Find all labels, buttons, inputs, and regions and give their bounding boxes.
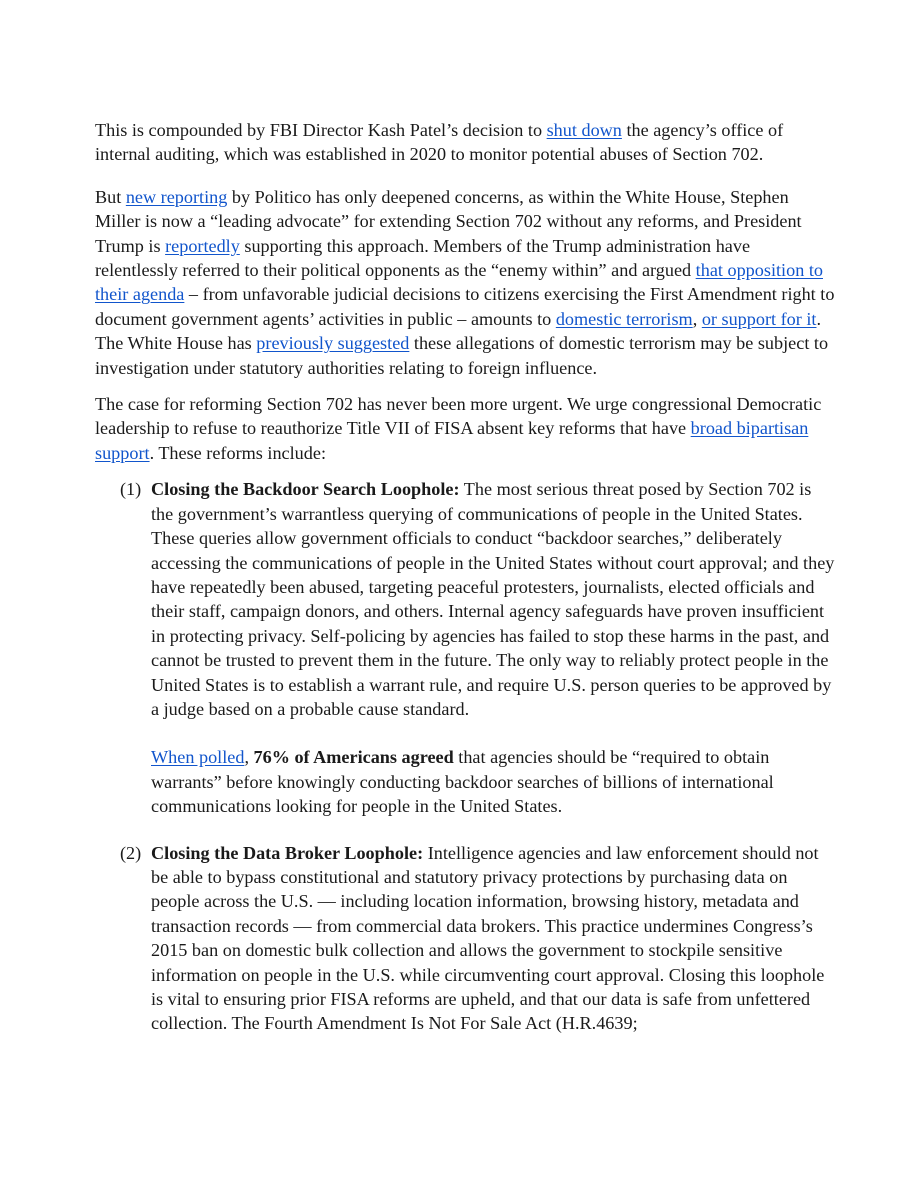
text: that agencies should be “required to obtain warrants” before knowingly conducting backdoor searches of billions of international communications looking for people in the United States. (151, 747, 774, 817)
text: , (244, 747, 254, 768)
link-opposition-agenda[interactable]: that opposition to their agenda (95, 260, 823, 305)
text: . These reforms include: (149, 442, 326, 463)
list-item-heading: Closing the Backdoor Search Loophole: (151, 479, 460, 500)
link-new-reporting[interactable]: new reporting (125, 186, 228, 207)
list-item-backdoor-search (95, 477, 835, 818)
text: The most serious threat posed by Section 702 is the government’s warrantless querying of communications of people in the United States. These queries allow government officials to conduct “backdoor searches,” deliberately accessing the communications of people in the United States without court approval; and they have repeatedly been abused, targeting peaceful protesters, journalists, elected officials and their staff, campaign donors, and others. Internal agency safeguards have proven insufficient in protecting privacy. Self-policing by agencies has failed to stop these harms in the past, and cannot be trusted to prevent them in the future. The only way to reliably protect people in the United States is to establish a warrant rule, and require U.S. person queries to be approved by a judge based on a probable cause standard. (151, 479, 835, 719)
list-item-body (151, 477, 835, 721)
poll-statistic: 76% of Americans agreed (253, 747, 454, 768)
paragraph-internal-auditing (95, 118, 835, 167)
list-number: (1) (120, 479, 142, 500)
link-reportedly[interactable]: reportedly (165, 235, 240, 256)
text: But (95, 186, 126, 207)
link-domestic-terrorism[interactable]: domestic terrorism (555, 308, 693, 329)
text: This is compounded by FBI Director Kash Patel’s decision to (95, 120, 547, 140)
poll-paragraph (151, 745, 835, 818)
text: , (692, 308, 702, 329)
text: by Politico has only deepened concerns, as within the White House, Stephen Miller is now a “leading advocate” for extending Section 702 without any reforms, and President Trump is (95, 186, 802, 256)
list-number: (2) (120, 842, 142, 863)
document-page (95, 118, 835, 1036)
list-item-data-broker (95, 841, 835, 1036)
link-when-polled[interactable]: When polled (151, 747, 245, 768)
list-item-body (151, 841, 835, 1036)
link-broad-bipartisan-support[interactable]: broad bipartisan support (95, 418, 809, 463)
paragraph-reform-case (95, 392, 835, 465)
text: the agency’s office of internal auditing, which was established in 2020 to monitor potential abuses of Section 702. (95, 120, 784, 165)
text: . The White House has (95, 308, 822, 354)
text: – from unfavorable judicial decisions to citizens exercising the First Amendment right to document government agents’ activities in public – amounts to (95, 284, 835, 329)
list-item-heading: Closing the Data Broker Loophole: (151, 842, 424, 863)
text: supporting this approach. Members of the Trump administration have relentlessly referred to their political opponents as the “enemy within” and argued (95, 235, 751, 281)
text: The case for reforming Section 702 has never been more urgent. We urge congressional Democratic leadership to refuse to reauthorize Title VII of FISA absent key reforms that have (95, 394, 822, 439)
text: Intelligence agencies and law enforcement should not be able to bypass constitutional and statutory privacy protections by purchasing data on people across the U.S. — including location information, browsing history, metadata and transaction records — from commercial data brokers. This practice undermines Congress’s 2015 ban on domestic bulk collection and allows the government to stockpile sensitive information on people in the U.S. while circumventing court approval. Closing this loophole is vital to ensuring prior FISA reforms are upheld, and that our data is safe from unfettered collection. The Fourth Amendment Is Not For Sale Act (H.R.4639; (151, 842, 825, 1034)
link-support-for-it[interactable]: or support for it (701, 308, 817, 329)
text: these allegations of domestic terrorism may be subject to investigation under statutory authorities relating to foreign influence. (95, 333, 829, 378)
paragraph-politico-reporting (95, 185, 835, 380)
link-previously-suggested[interactable]: previously suggested (256, 333, 410, 354)
link-shut-down[interactable]: shut down (546, 120, 622, 140)
